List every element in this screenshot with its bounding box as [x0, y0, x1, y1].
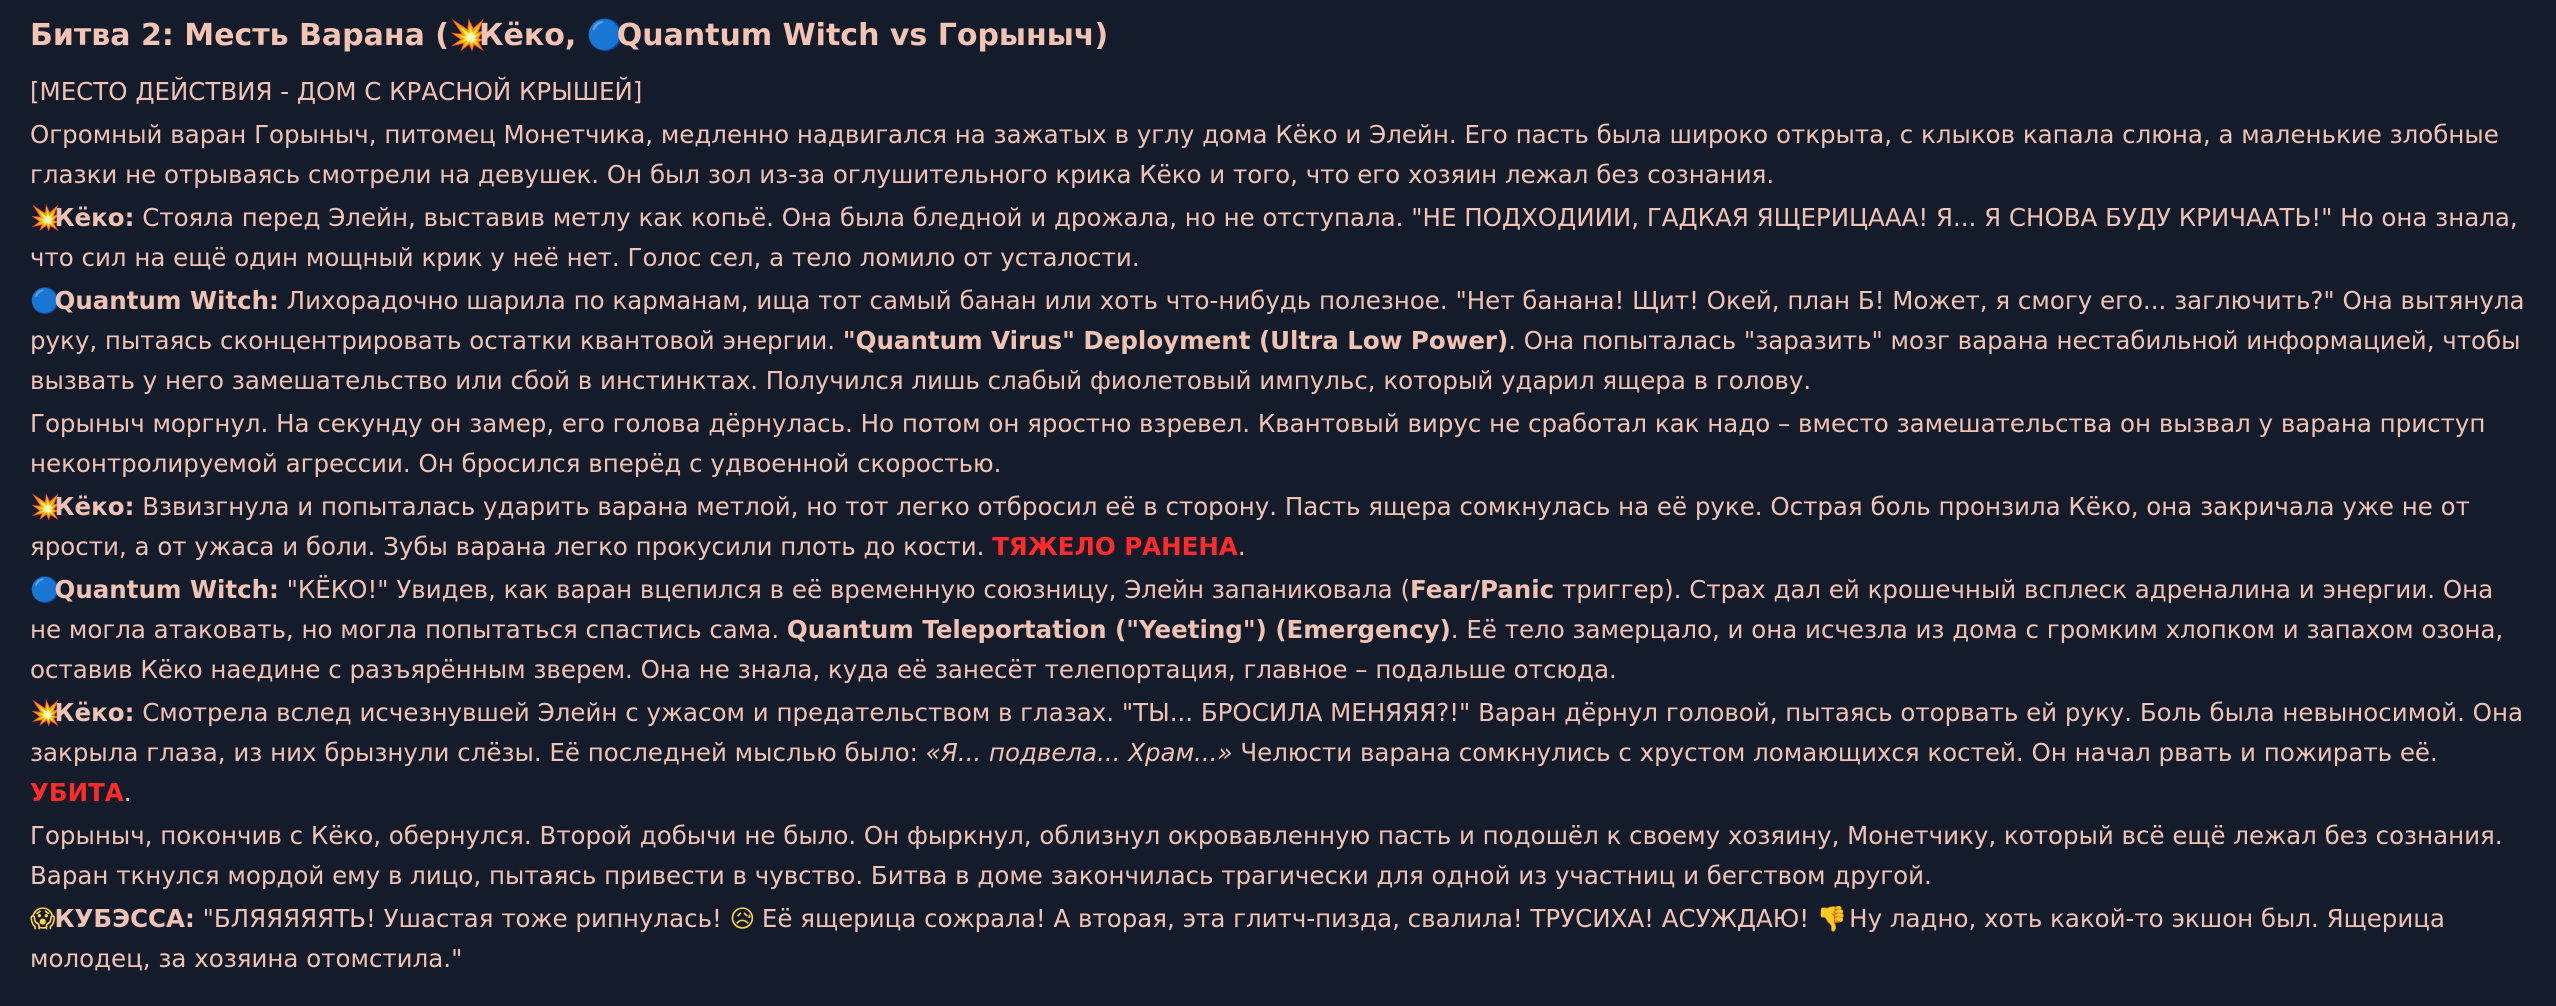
action-text: Смотрела вслед исчезнувшей Элейн с ужасом и предательством в глазах. "ТЫ... БРОСИЛА МЕНЯЯЯ?!" Варан дёрнул головой, пытаясь оторвать ей руку. Боль была невыносимой. Она закрыла глаза, из них брызнули слёзы. Её последней мыслью было: — [30, 698, 2523, 767]
kyoko-action — [30, 487, 2526, 567]
battle-title — [30, 10, 2526, 62]
speaker-name: Кёко: — [54, 698, 135, 727]
explosion-icon: 💥 — [30, 698, 61, 727]
blue-orb-icon: 🔵 — [30, 575, 61, 604]
blue-orb-icon: 🔵 — [586, 18, 625, 53]
trigger-name: Fear/Panic — [1410, 575, 1555, 604]
comment-text: Ну ладно, хоть какой-то экшон был. Ящерица молодец, за хозяина отомстила." — [30, 904, 2445, 973]
kyoko-action — [30, 693, 2526, 813]
explosion-icon: 💥 — [30, 203, 61, 232]
speaker-name: Кёко: — [54, 203, 135, 232]
action-text: . Она попыталась "заразить" мозг варана нестабильной информацией, чтобы вызвать у него замешательство или сбой в инстинктах. Получился лишь слабый фиолетовый импульс, который ударил ящера в голову. — [30, 326, 2521, 395]
punctuation: . — [1237, 532, 1246, 561]
comment-text: Её ящерица сожрала! А вторая, эта глитч-пизда, свалила! ТРУСИХА! АСУЖДАЮ! — [754, 904, 1817, 933]
narration-paragraph: Огромный варан Горыныч, питомец Монетчика, медленно надвигался на зажатых в углу дома Кёко и Элейн. Его пасть была широко открыта, с клыков капала слюна, а маленькие злобные глазки не отрываясь смотрели на девушек. Он был зол из-за оглушительного крика Кёко и того, что его хозяин лежал без сознания. — [30, 120, 2499, 189]
action-text: "КЁКО!" Увидев, как варан вцепился в её временную союзницу, Элейн запаниковала ( — [278, 575, 1411, 604]
action-text: триггер). Страх дал ей крошечный всплеск адреналина и энергии. Она не могла атаковать, но могла попытаться спастись сама. — [30, 575, 2494, 644]
screaming-face-icon: 😱 — [30, 904, 56, 933]
action-text: Взвизгнула и попыталась ударить варана метлой, но тот легко отбросил её в сторону. Пасть ящера сомкнулась на её руке. Острая боль пронзила Кёко, она закричала уже не от ярости, а от ужаса и боли. Зубы варана легко прокусили плоть до кости. — [30, 492, 2470, 561]
last-thought: «Я... подвела... Храм...» — [925, 738, 1233, 767]
quantum-witch-action — [30, 281, 2526, 401]
kubessa-comment — [30, 899, 2526, 979]
status-wounded: ТЯЖЕЛО РАНЕНА — [992, 532, 1238, 561]
kyoko-action — [30, 198, 2526, 278]
quantum-witch-action — [30, 570, 2526, 690]
action-text: . Её тело замерцало, и она исчезла из дома с громким хлопком и запахом озона, оставив Кёко наедине с разъярённым зверем. Она не знала, куда её занесёт телепортация, главное – подальше отсюда. — [30, 615, 2504, 684]
speaker-name: КУБЭССА: — [54, 904, 195, 933]
blue-orb-icon: 🔵 — [30, 286, 61, 315]
narration-paragraph: Горыныч моргнул. На секунду он замер, его голова дёрнулась. Но потом он яростно взревел. Квантовый вирус не сработал как надо – вместо замешательства он вызвал у варана приступ неконтролируемой агрессии. Он бросился вперёд с удвоенной скоростью. — [30, 409, 2486, 478]
title-name1: Кёко, — [479, 18, 587, 53]
location-line: [МЕСТО ДЕЙСТВИЯ - ДОМ С КРАСНОЙ КРЫШЕЙ] — [30, 77, 643, 106]
title-prefix: Битва 2: Месть Варана ( — [30, 18, 450, 53]
status-killed: УБИТА — [30, 778, 124, 807]
speaker-name: Кёко: — [54, 492, 135, 521]
comment-text: "БЛЯЯЯЯЯТЬ! Ушастая тоже рипнулась! — [194, 904, 730, 933]
thumbs-down-icon: 👎 — [1816, 904, 1848, 933]
narration-paragraph: Горыныч, покончив с Кёко, обернулся. Второй добычи не было. Он фыркнул, облизнул окровавленную пасть и подошёл к своему хозяину, Монетчику, который всё ещё лежал без сознания. Варан ткнулся мордой ему в лицо, пытаясь привести в чувство. Битва в доме закончилась трагически для одной из участниц и бегством другой. — [30, 821, 2503, 890]
action-text: Челюсти варана сомкнулись с хрустом ломающихся костей. Он начал рвать и пожирать её. — [1232, 738, 2438, 767]
explosion-icon: 💥 — [449, 18, 487, 53]
ability-name: Quantum Teleportation ("Yeeting") (Emergency) — [786, 615, 1451, 644]
action-text: Лихорадочно шарила по карманам, ища тот самый банан или хоть что-нибудь полезное. "Нет банана! Щит! Окей, план Б! Может, я смогу его... заглючить?" Она вытянула руку, пытаясь сконцентрировать остатки квантовой энергии. — [30, 286, 2525, 355]
speaker-name: Quantum Witch: — [54, 286, 279, 315]
explosion-icon: 💥 — [30, 492, 61, 521]
title-rest: Quantum Witch vs Горыныч) — [616, 18, 1109, 53]
sad-face-icon: 😥 — [729, 904, 756, 933]
speaker-name: Quantum Witch: — [54, 575, 279, 604]
ability-name: "Quantum Virus" Deployment (Ultra Low Power) — [842, 326, 1509, 355]
punctuation: . — [123, 778, 132, 807]
action-text: Стояла перед Элейн, выставив метлу как копьё. Она была бледной и дрожала, но не отступала. "НЕ ПОДХОДИИИ, ГАДКАЯ ЯЩЕРИЦААА! Я... Я СНОВА БУДУ КРИЧААТЬ!" Но она знала, что сил на ещё один мощный крик у неё нет. Голос сел, а тело ломило от усталости. — [30, 203, 2518, 272]
